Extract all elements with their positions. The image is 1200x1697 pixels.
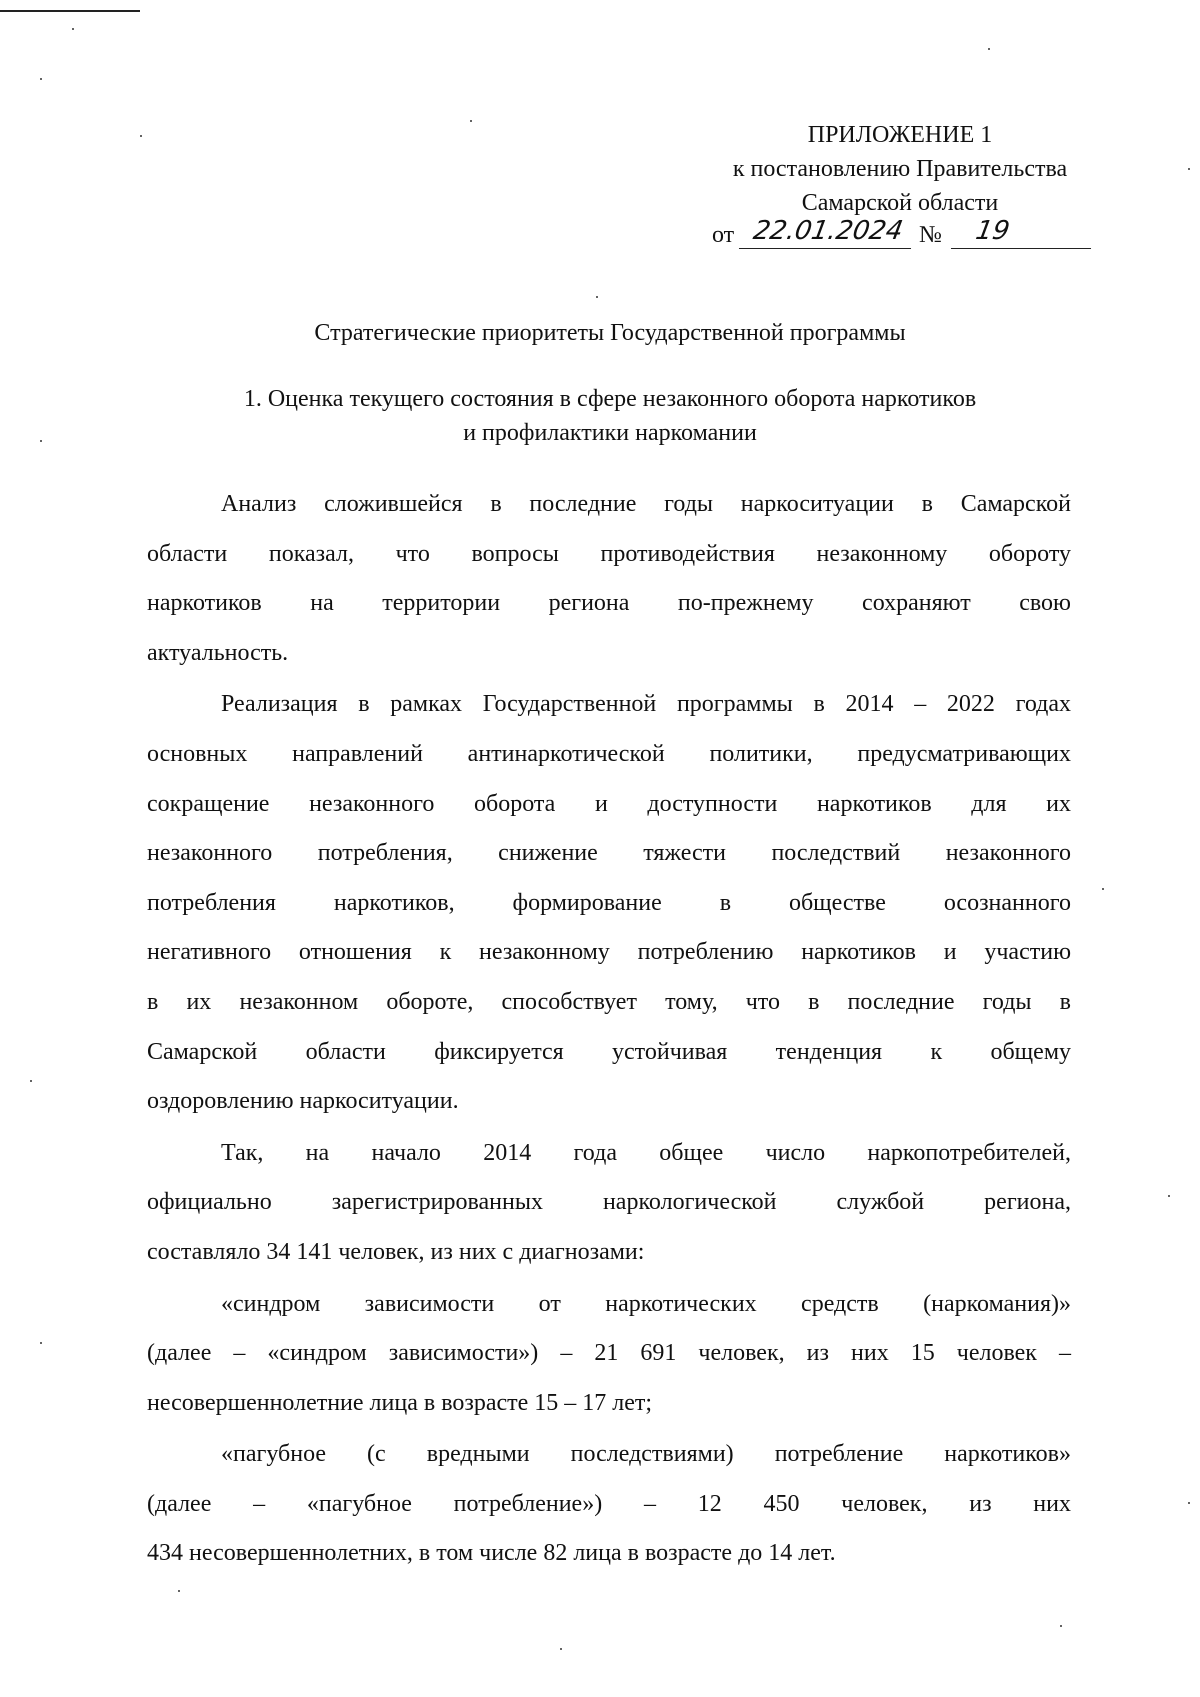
paragraph-line: официально зарегистрированных наркологической службой региона,: [147, 1189, 1071, 1216]
paragraph-line: несовершеннолетние лица в возрасте 15 – 17 лет;: [147, 1389, 653, 1416]
handwritten-date: 22.01.2024: [739, 214, 917, 249]
section-heading-line-1: 1. Оценка текущего состояния в сфере незаконного оборота наркотиков: [243, 386, 977, 412]
appendix-label: ПРИЛОЖЕНИЕ 1: [807, 122, 993, 148]
scan-speck: [1188, 168, 1190, 170]
scan-speck: [1060, 1625, 1062, 1627]
appendix-header: [690, 118, 1110, 220]
scan-speck: [178, 1590, 180, 1592]
scan-speck: [72, 28, 74, 30]
date-prefix: от: [712, 222, 735, 248]
body-paragraph: [147, 1430, 1071, 1579]
paragraph-line: составляло 34 141 человек, из них с диагнозами:: [147, 1238, 645, 1265]
paragraph-line: Самарской области фиксируется устойчивая тенденция к общему: [147, 1038, 1071, 1065]
body-paragraph: [147, 1129, 1071, 1278]
scan-speck: [470, 120, 472, 122]
scan-speck: [140, 135, 142, 137]
scan-edge-mark: [0, 10, 140, 12]
number-sign: №: [919, 222, 942, 248]
appendix-region: Самарской области: [801, 190, 999, 216]
scan-speck: [30, 1080, 32, 1082]
paragraph-line: 434 несовершеннолетних, в том числе 82 лица в возрасте до 14 лет.: [147, 1540, 836, 1567]
paragraph-line: незаконного потребления, снижение тяжести последствий незаконного: [147, 840, 1071, 867]
scan-speck: [1188, 1502, 1190, 1504]
section-heading: [150, 382, 1070, 450]
scan-speck: [596, 296, 598, 298]
body-paragraph: [147, 1280, 1071, 1429]
scan-speck: [40, 1342, 42, 1344]
body-paragraph: [147, 680, 1071, 1126]
scan-speck: [1168, 1195, 1170, 1197]
paragraph-line: (далее – «пагубное потребление») – 12 450 человек, из них: [147, 1490, 1071, 1517]
body-paragraph: [147, 480, 1071, 678]
scan-speck: [40, 78, 42, 80]
paragraph-line: сокращение незаконного оборота и доступности наркотиков для их: [147, 790, 1071, 817]
paragraph-line: (далее – «синдром зависимости») – 21 691 человек, из них 15 человек –: [147, 1340, 1071, 1367]
paragraph-line: в их незаконном обороте, способствует тому, что в последние годы в: [147, 988, 1071, 1015]
paragraph-line: наркотиков на территории региона по-прежнему сохраняют свою: [147, 590, 1071, 617]
paragraph-line: области показал, что вопросы противодействия незаконному обороту: [147, 540, 1071, 567]
paragraph-line: негативного отношения к незаконному потреблению наркотиков и участию: [147, 939, 1071, 966]
paragraph-line: «синдром зависимости от наркотических средств (наркомания)»: [221, 1290, 1071, 1317]
body-text: [147, 480, 1071, 1579]
paragraph-line: потребления наркотиков, формирование в обществе осознанного: [147, 889, 1071, 916]
scan-speck: [988, 48, 990, 50]
paragraph-line: «пагубное (с вредными последствиями) потребление наркотиков»: [221, 1441, 1071, 1468]
paragraph-line: Так, на начало 2014 года общее число наркопотребителей,: [221, 1139, 1071, 1166]
paragraph-line: Реализация в рамках Государственной программы в 2014 – 2022 годах: [221, 691, 1071, 718]
scan-speck: [40, 440, 42, 442]
paragraph-line: Анализ сложившейся в последние годы наркоситуации в Самарской: [221, 491, 1071, 517]
appendix-date-line: [712, 214, 1092, 254]
paragraph-line: оздоровлению наркоситуации.: [147, 1088, 459, 1115]
document-title: Стратегические приоритеты Государственной программы: [314, 320, 906, 346]
scan-speck: [560, 1648, 562, 1650]
section-heading-line-2: и профилактики наркомании: [463, 420, 757, 446]
paragraph-line: актуальность.: [147, 639, 289, 666]
handwritten-number: 19: [951, 214, 1097, 249]
paragraph-line: основных направлений антинаркотической политики, предусматривающих: [147, 740, 1071, 767]
scan-speck: [1102, 888, 1104, 890]
appendix-resolution-ref: к постановлению Правительства: [732, 156, 1068, 182]
